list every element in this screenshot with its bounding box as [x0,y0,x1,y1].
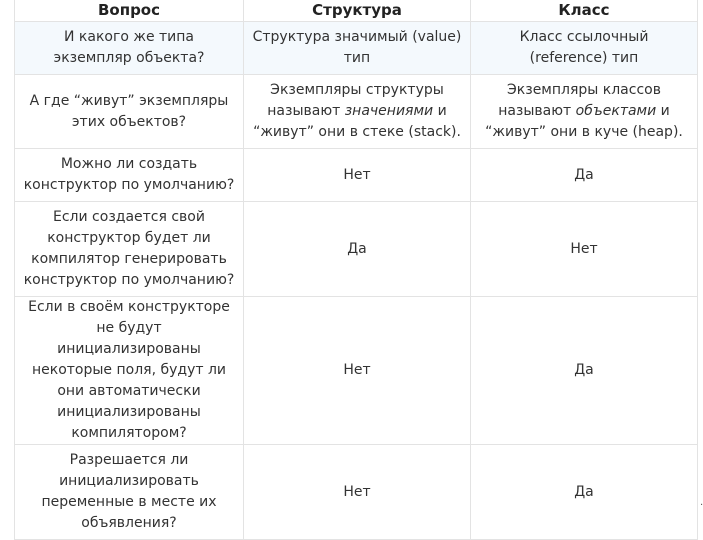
header-row [15,0,698,22]
header-struct: Структура [244,0,471,22]
comparison-table-container [14,0,697,540]
class-cell: Класс ссылочный (reference) тип [471,22,698,75]
class-text-em: объектами [575,103,657,119]
table-row [15,445,698,540]
question-cell: И какого же типа экземпляр объекта? [15,22,244,75]
class-cell [471,75,698,149]
struct-cell: Структура значимый (value) тип [244,22,471,75]
table-row [15,297,698,445]
struct-cell: Нет [244,297,471,445]
header-question: Вопрос [15,0,244,22]
stray-mark: · [700,500,703,511]
struct-cell: Нет [244,445,471,540]
table-row [15,149,698,202]
struct-text-em: значениями [344,103,434,119]
class-text-post: и “живут” они в куче (heap). [485,103,683,140]
class-text-pre: Экземпляры классов называют [498,82,661,119]
table-row [15,202,698,297]
comparison-table [14,0,698,540]
question-cell: Если создается свой конструктор будет ли компилятор генерировать конструктор по умолчанию? [15,202,244,297]
question-cell: Если в своём конструкторе не будут инициализированы некоторые поля, будут ли они автоматически инициализированы компилятором? [15,297,244,445]
struct-cell [244,75,471,149]
question-cell: Разрешается ли инициализировать переменные в месте их объявления? [15,445,244,540]
table-row [15,22,698,75]
struct-cell: Нет [244,149,471,202]
class-cell: Да [471,297,698,445]
struct-text-pre: Экземпляры структуры называют [267,82,444,119]
class-cell: Нет [471,202,698,297]
question-cell: А где “живут” экземпляры этих объектов? [15,75,244,149]
class-cell: Да [471,445,698,540]
question-cell: Можно ли создать конструктор по умолчанию? [15,149,244,202]
class-cell: Да [471,149,698,202]
struct-cell: Да [244,202,471,297]
table-row [15,75,698,149]
struct-text-post: и “живут” они в стеке (stack). [253,103,461,140]
header-class: Класс [471,0,698,22]
